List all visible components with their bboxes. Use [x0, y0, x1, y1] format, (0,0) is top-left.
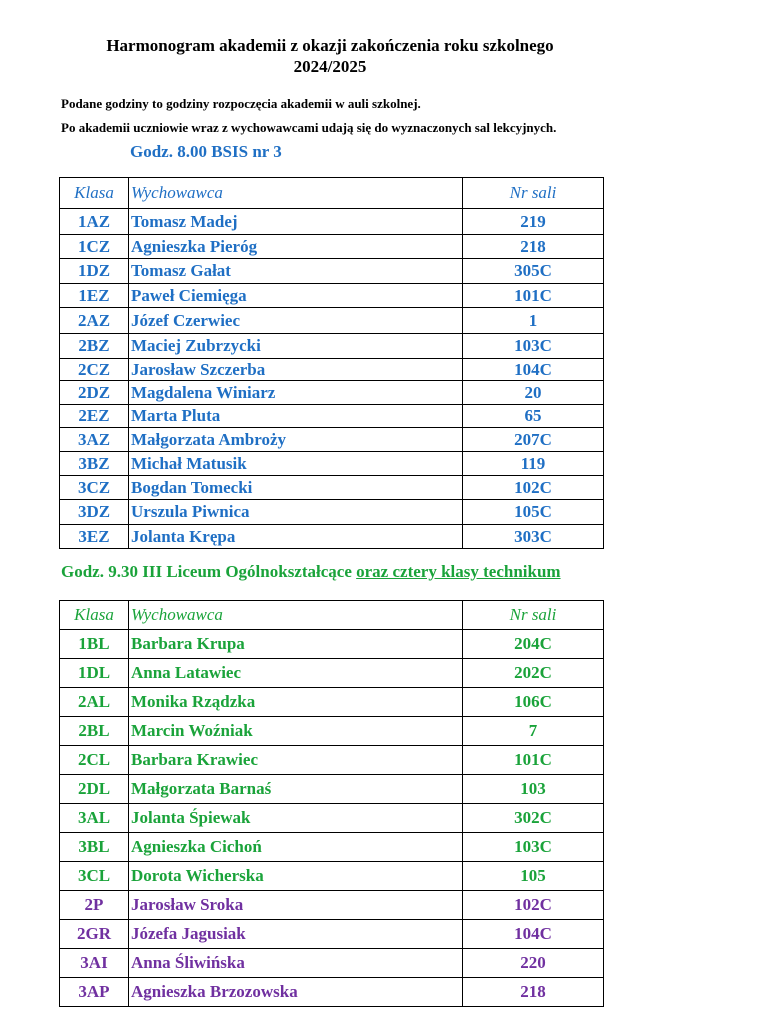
- table-row: [60, 949, 604, 978]
- header-class: Klasa: [60, 601, 129, 630]
- teacher-cell: Paweł Ciemięga: [129, 284, 463, 308]
- class-cell: 1BL: [60, 630, 129, 659]
- class-cell: 3BL: [60, 833, 129, 862]
- teacher-cell: Monika Rządzka: [129, 688, 463, 717]
- table-row: [60, 804, 604, 833]
- teacher-cell: Jarosław Sroka: [129, 891, 463, 920]
- teacher-cell: Józefa Jagusiak: [129, 920, 463, 949]
- section2-table: [59, 600, 604, 1007]
- teacher-cell: Jarosław Szczerba: [129, 359, 463, 381]
- table-row: [60, 862, 604, 891]
- class-cell: 2CL: [60, 746, 129, 775]
- section1-header-row: [60, 178, 604, 209]
- room-cell: 119: [463, 452, 604, 476]
- section2-header-row: [60, 601, 604, 630]
- room-cell: 305C: [463, 259, 604, 284]
- room-cell: 219: [463, 209, 604, 235]
- class-cell: 3BZ: [60, 452, 129, 476]
- room-cell: 207C: [463, 428, 604, 452]
- class-cell: 2DL: [60, 775, 129, 804]
- section1-body: [60, 209, 604, 549]
- teacher-cell: Marta Pluta: [129, 405, 463, 428]
- teacher-cell: Józef Czerwiec: [129, 308, 463, 334]
- table-row: [60, 259, 604, 284]
- class-cell: 1CZ: [60, 235, 129, 259]
- room-cell: 105: [463, 862, 604, 891]
- class-cell: 2AL: [60, 688, 129, 717]
- room-cell: 1: [463, 308, 604, 334]
- class-cell: 2EZ: [60, 405, 129, 428]
- section2-heading-main: Godz. 9.30 III Liceum Ogólnokształcące: [61, 562, 357, 581]
- room-cell: 103C: [463, 833, 604, 862]
- room-cell: 105C: [463, 500, 604, 525]
- room-cell: 101C: [463, 284, 604, 308]
- table-row: [60, 334, 604, 359]
- class-cell: 1DZ: [60, 259, 129, 284]
- teacher-cell: Tomasz Gałat: [129, 259, 463, 284]
- room-cell: 220: [463, 949, 604, 978]
- title-line-2: 2024/2025: [293, 57, 367, 76]
- teacher-cell: Agnieszka Brzozowska: [129, 978, 463, 1007]
- teacher-cell: Małgorzata Barnaś: [129, 775, 463, 804]
- note-after-ceremony: Po akademii uczniowie wraz z wychowawcami udają się do wyznaczonych sal lekcyjnych.: [61, 120, 557, 135]
- table-row: [60, 717, 604, 746]
- room-cell: 103C: [463, 334, 604, 359]
- title-line-1: Harmonogram akademii z okazji zakończenia roku szkolnego: [106, 36, 554, 55]
- teacher-cell: Bogdan Tomecki: [129, 476, 463, 500]
- section2-body: [60, 630, 604, 1007]
- class-cell: 2BL: [60, 717, 129, 746]
- table-row: [60, 978, 604, 1007]
- table-row: [60, 630, 604, 659]
- class-cell: 3AP: [60, 978, 129, 1007]
- room-cell: 65: [463, 405, 604, 428]
- room-cell: 20: [463, 381, 604, 405]
- class-cell: 3AZ: [60, 428, 129, 452]
- table-row: [60, 284, 604, 308]
- teacher-cell: Magdalena Winiarz: [129, 381, 463, 405]
- header-teacher: Wychowawca: [129, 601, 463, 630]
- room-cell: 103: [463, 775, 604, 804]
- teacher-cell: Barbara Krupa: [129, 630, 463, 659]
- class-cell: 1EZ: [60, 284, 129, 308]
- table-row: [60, 209, 604, 235]
- teacher-cell: Małgorzata Ambroży: [129, 428, 463, 452]
- room-cell: 303C: [463, 525, 604, 549]
- table-row: [60, 359, 604, 381]
- table-row: [60, 833, 604, 862]
- class-cell: 1DL: [60, 659, 129, 688]
- section1-table: [59, 177, 604, 549]
- teacher-cell: Marcin Woźniak: [129, 717, 463, 746]
- teacher-cell: Anna Latawiec: [129, 659, 463, 688]
- header-class: Klasa: [60, 178, 129, 209]
- class-cell: 3CL: [60, 862, 129, 891]
- table-row: [60, 775, 604, 804]
- teacher-cell: Michał Matusik: [129, 452, 463, 476]
- class-cell: 3AL: [60, 804, 129, 833]
- section2-heading-underlined: oraz cztery klasy technikum: [356, 562, 561, 581]
- table-row: [60, 688, 604, 717]
- teacher-cell: Jolanta Krępa: [129, 525, 463, 549]
- table-row: [60, 405, 604, 428]
- teacher-cell: Maciej Zubrzycki: [129, 334, 463, 359]
- class-cell: 1AZ: [60, 209, 129, 235]
- room-cell: 101C: [463, 746, 604, 775]
- table-row: [60, 308, 604, 334]
- room-cell: 302C: [463, 804, 604, 833]
- class-cell: 2AZ: [60, 308, 129, 334]
- table-row: [60, 746, 604, 775]
- teacher-cell: Agnieszka Cichoń: [129, 833, 463, 862]
- table-row: [60, 235, 604, 259]
- class-cell: 3CZ: [60, 476, 129, 500]
- table-row: [60, 659, 604, 688]
- class-cell: 3DZ: [60, 500, 129, 525]
- room-cell: 7: [463, 717, 604, 746]
- teacher-cell: Agnieszka Pieróg: [129, 235, 463, 259]
- teacher-cell: Tomasz Madej: [129, 209, 463, 235]
- room-cell: 218: [463, 235, 604, 259]
- table-row: [60, 381, 604, 405]
- teacher-cell: Barbara Krawiec: [129, 746, 463, 775]
- room-cell: 104C: [463, 920, 604, 949]
- class-cell: 2CZ: [60, 359, 129, 381]
- room-cell: 104C: [463, 359, 604, 381]
- class-cell: 2BZ: [60, 334, 129, 359]
- teacher-cell: Urszula Piwnica: [129, 500, 463, 525]
- teacher-cell: Jolanta Śpiewak: [129, 804, 463, 833]
- class-cell: 3EZ: [60, 525, 129, 549]
- class-cell: 3AI: [60, 949, 129, 978]
- document-title: [0, 35, 660, 77]
- section1-heading: Godz. 8.00 BSIS nr 3: [130, 142, 282, 161]
- table-row: [60, 525, 604, 549]
- room-cell: 202C: [463, 659, 604, 688]
- teacher-cell: Anna Śliwińska: [129, 949, 463, 978]
- class-cell: 2DZ: [60, 381, 129, 405]
- header-teacher: Wychowawca: [129, 178, 463, 209]
- table-row: [60, 428, 604, 452]
- room-cell: 102C: [463, 891, 604, 920]
- room-cell: 204C: [463, 630, 604, 659]
- table-row: [60, 476, 604, 500]
- header-room: Nr sali: [463, 601, 604, 630]
- header-room: Nr sali: [463, 178, 604, 209]
- class-cell: 2P: [60, 891, 129, 920]
- table-row: [60, 452, 604, 476]
- room-cell: 218: [463, 978, 604, 1007]
- teacher-cell: Dorota Wicherska: [129, 862, 463, 891]
- table-row: [60, 920, 604, 949]
- room-cell: 106C: [463, 688, 604, 717]
- room-cell: 102C: [463, 476, 604, 500]
- class-cell: 2GR: [60, 920, 129, 949]
- table-row: [60, 891, 604, 920]
- section2-heading: [61, 562, 561, 582]
- table-row: [60, 500, 604, 525]
- note-start-times: Podane godziny to godziny rozpoczęcia akademii w auli szkolnej.: [61, 96, 421, 111]
